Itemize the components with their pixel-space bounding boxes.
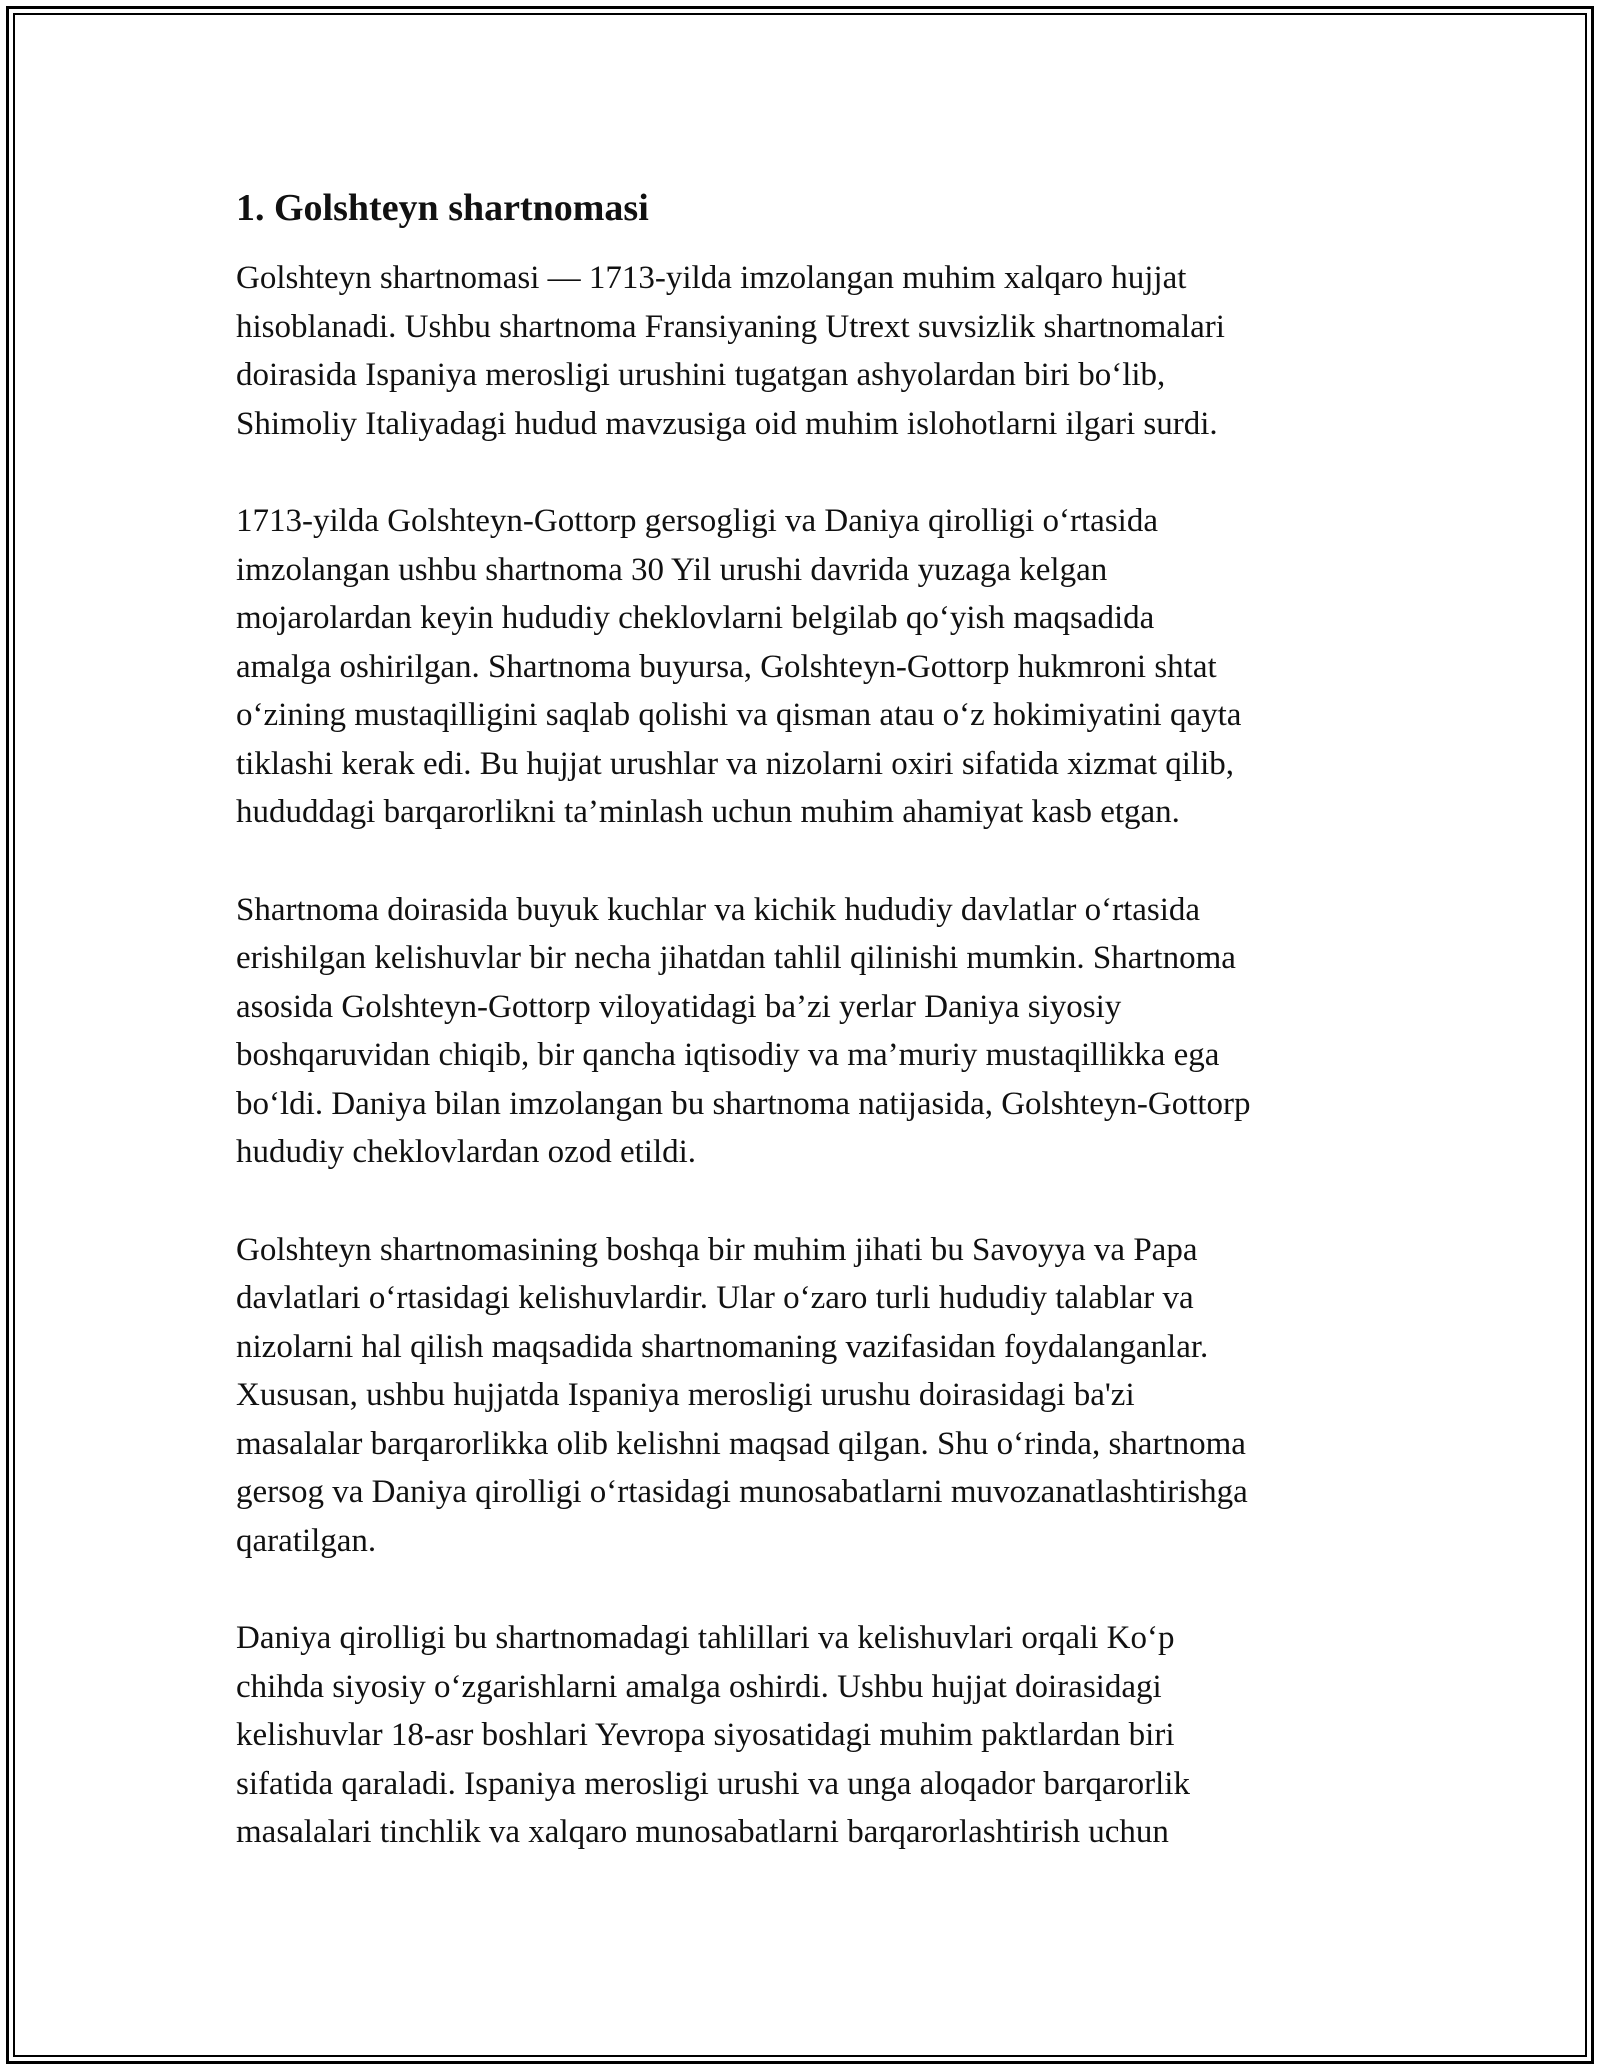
paragraph-2: 1713-yilda Golshteyn-Gottorp gersogligi va Daniya qirolligi oʻrtasida imzolangan ushbu shartnoma 30 Yil urushi davrida yuzaga kelgan mojarolardan keyin hududiy cheklovlarni belgilab qoʻyish maqsadida amalga oshirilgan. Shartnoma buyursa, Golshteyn-Gottorp hukmroni shtat oʻzining mustaqilligini saqlab qolishi va qisman atau oʻz hokimiyatini qayta tiklashi kerak edi. Bu hujjat urushlar va nizolarni oxiri sifatida xizmat qilib, hududdagi barqarorlikni ta’minlash uchun muhim ahamiyat kasb etgan. [236, 503, 1242, 830]
paragraph-3: Shartnoma doirasida buyuk kuchlar va kichik hududiy davlatlar oʻrtasida erishilgan kelishuvlar bir necha jihatdan tahlil qilinishi mumkin. Shartnoma asosida Golshteyn-Gottorp viloyatidagi ba’zi yerlar Daniya siyosiy boshqaruvidan chiqib, bir qancha iqtisodiy va ma’muriy mustaqillikka ega boʻldi. Daniya bilan imzolangan bu shartnoma natijasida, Golshteyn-Gottorp hududiy cheklovlardan ozod etildi. [236, 891, 1251, 1170]
section-heading: 1. Golshteyn shartnomasi [236, 187, 649, 229]
paragraph-4: Golshteyn shartnomasining boshqa bir muhim jihati bu Savoyya va Papa davlatlari oʻrtasidagi kelishuvlardir. Ular oʻzaro turli hududiy talablar va nizolarni hal qilish maqsadida shartnomaning vazifasidan foydalanganlar. Xususan, ushbu hujjatda Ispaniya merosligi urushu doirasidagi ba'zi masalalar barqarorlikka olib kelishni maqsad qilgan. Shu oʻrinda, shartnoma gersog va Daniya qirolligi oʻrtasidagi munosabatlarni muvozanatlashtirishga qaratilgan. [236, 1231, 1248, 1559]
paragraph-1: Golshteyn shartnomasi — 1713-yilda imzolangan muhim xalqaro hujjat hisoblanadi. Ushbu shartnoma Fransiyaning Utrext suvsizlik shartnomalari doirasida Ispaniya merosligi urushini tugatgan ashyolardan biri boʻlib, Shimoliy Italiyadagi hudud mavzusiga oid muhim islohotlarni ilgari surdi. [236, 260, 1225, 442]
document-body [236, 184, 1376, 1906]
paragraph-5: Daniya qirolligi bu shartnomadagi tahlillari va kelishuvlari orqali Koʻp chihda siyosiy oʻzgarishlarni amalga oshirdi. Ushbu hujjat doirasidagi kelishuvlar 18-asr boshlari Yevropa siyosatidagi muhim paktlardan biri sifatida qaraladi. Ispaniya merosligi urushi va unga aloqador barqarorlik masalalari tinchlik va xalqaro munosabatlarni barqarorlashtirish uchun [236, 1620, 1190, 1850]
